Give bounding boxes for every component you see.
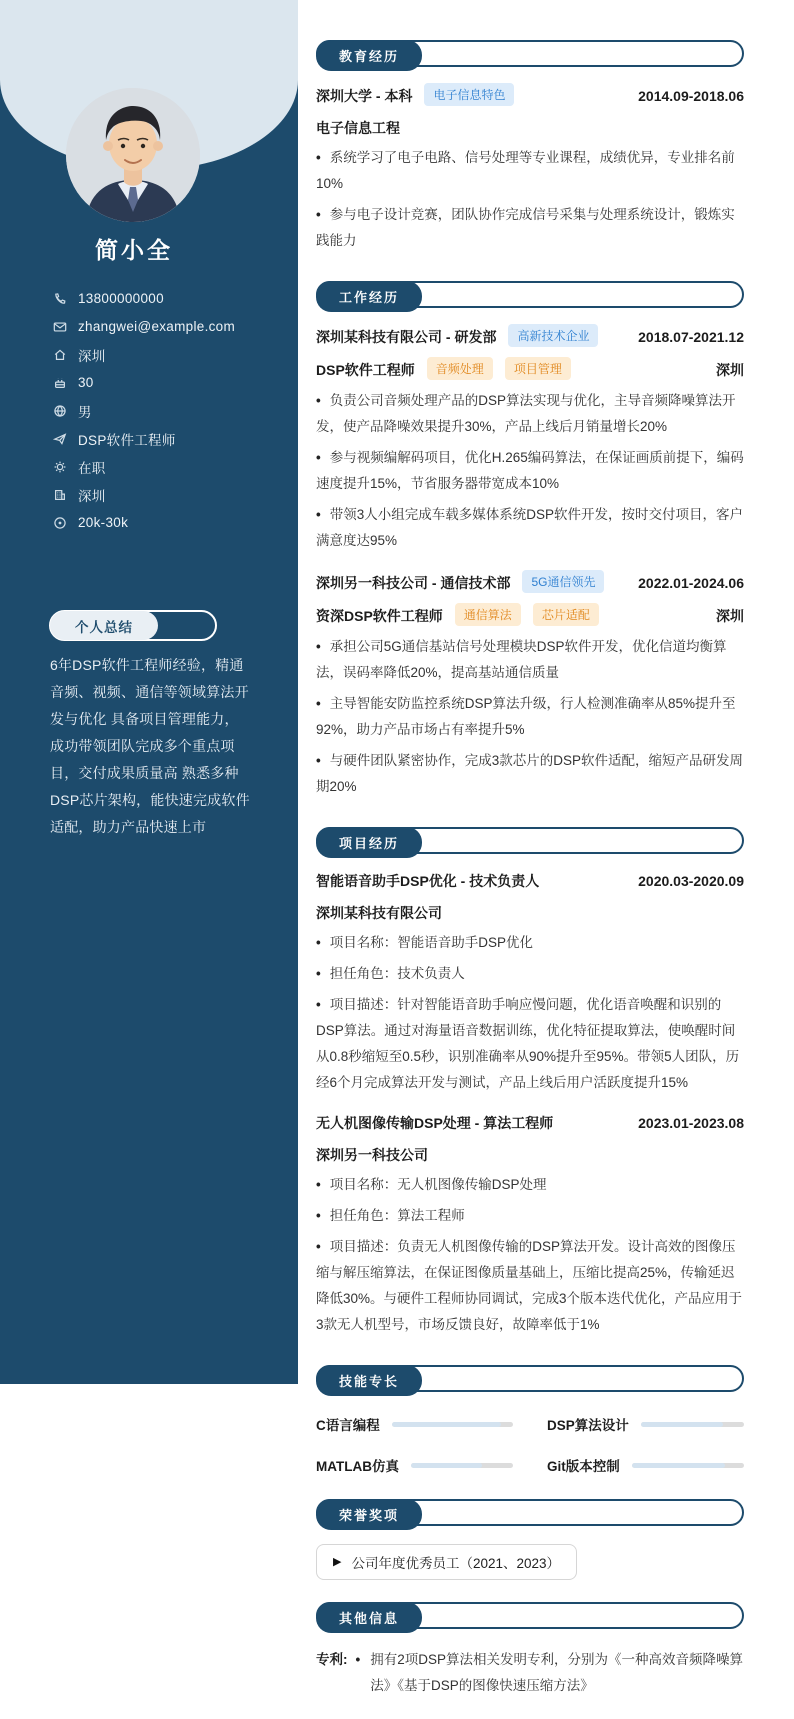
contact-location: 深圳 [78, 488, 106, 504]
work-entry [316, 325, 744, 554]
patent-text: 拥有2项DSP算法相关发明专利，分别为《一种高效音频降噪算法》《基于DSP的图像快速压缩方法》 [370, 1652, 743, 1693]
building-icon [52, 487, 67, 502]
role-name: DSP软件工程师 [316, 361, 415, 378]
education-entry [316, 84, 744, 254]
contact-status: 在职 [78, 460, 106, 476]
section-header-skills [316, 1365, 744, 1392]
summary-title: 个人总结 [50, 611, 158, 640]
project-bullet: • 担任角色：算法工程师 [316, 1208, 465, 1223]
gear-icon [52, 459, 67, 474]
skill-item [547, 1414, 744, 1434]
skill-label: C语言编程 [316, 1418, 380, 1433]
work-entry [316, 571, 744, 800]
contact-city: 深圳 [78, 348, 106, 364]
company-name: 深圳某科技有限公司 - 研发部 [316, 328, 497, 345]
avatar [66, 88, 200, 222]
section-title-other: 其他信息 [316, 1602, 422, 1633]
phone-icon [52, 291, 67, 306]
major-name: 电子信息工程 [316, 120, 400, 136]
work-bullet: • 带领3人小组完成车载多媒体系统DSP软件开发，按时交付项目，客户满意度达95% [316, 507, 743, 548]
section-header-honors [316, 1499, 744, 1526]
contact-gender: 男 [78, 404, 92, 420]
bullet-dot: • [355, 1652, 361, 1667]
contact-row-gender [52, 403, 274, 418]
contact-row-salary [52, 515, 274, 530]
skill-label: Git版本控制 [547, 1459, 620, 1474]
contact-row-location [52, 487, 274, 502]
patent-label: 专利: [316, 1652, 348, 1667]
cake-icon [52, 375, 67, 390]
contact-row-job [52, 431, 274, 446]
project-date: 2023.01-2023.08 [638, 1115, 744, 1131]
role-tag: 音频处理 [427, 357, 493, 380]
education-date: 2014.09-2018.06 [638, 87, 744, 104]
company-name: 深圳另一科技公司 - 通信技术部 [316, 574, 511, 591]
skills-grid [316, 1414, 744, 1475]
role-tag: 芯片适配 [533, 603, 599, 626]
contact-salary: 20k-30k [78, 515, 129, 530]
contact-age: 30 [78, 375, 94, 390]
work-location: 深圳 [716, 361, 744, 378]
project-entry [316, 871, 744, 1096]
mail-icon [52, 319, 67, 334]
section-header-work [316, 281, 744, 308]
work-bullet: • 主导智能安防监控系统DSP算法升级，行人检测准确率从85%提升至92%，助力产品市场占有率提升5% [316, 696, 736, 737]
skill-label: DSP算法设计 [547, 1418, 629, 1433]
work-bullet: • 负责公司音频处理产品的DSP算法实现与优化，主导音频降噪算法开发，使产品降噪效果提升30%，产品上线后月销量增长20% [316, 393, 736, 434]
skill-item [547, 1455, 744, 1475]
school-name: 深圳大学 - 本科 [316, 87, 413, 104]
work-bullet: • 承担公司5G通信基站信号处理模块DSP软件开发，优化信道均衡算法，误码率降低20%，提高基站通信质量 [316, 639, 727, 680]
project-bullet: • 项目描述：针对智能语音助手响应慢问题，优化语音唤醒和识别的DSP算法。通过对海量语音数据训练，优化特征提取算法，使唤醒时间从0.8秒缩短至0.5秒，识别准确率从90%提升至95%。带领5人团队，历经6个月完成算法开发与测试，产品上线后用户活跃度提升15% [316, 997, 740, 1090]
paper-plane-icon [52, 431, 67, 446]
project-company: 深圳另一科技公司 [316, 1147, 428, 1163]
project-title: 无人机图像传输DSP处理 - 算法工程师 [316, 1115, 554, 1131]
education-bullet: • 参与电子设计竞赛，团队协作完成信号采集与处理系统设计，锻炼实践能力 [316, 207, 735, 248]
honor-label: 公司年度优秀员工（2021、2023） [351, 1556, 561, 1571]
work-bullet: • 参与视频编解码项目，优化H.265编码算法，在保证画质前提下，编码速度提升15%，节省服务器带宽成本10% [316, 450, 744, 491]
work-bullet: • 与硬件团队紧密协作，完成3款芯片的DSP软件适配，缩短产品研发周期20% [316, 753, 743, 794]
sidebar [0, 0, 298, 1384]
target-icon [52, 515, 67, 530]
section-title-skills: 技能专长 [316, 1365, 422, 1396]
project-bullet: • 项目名称：智能语音助手DSP优化 [316, 935, 533, 950]
company-tag: 5G通信领先 [522, 570, 604, 593]
work-location: 深圳 [716, 607, 744, 624]
project-company: 深圳某科技有限公司 [316, 905, 442, 921]
honor-item[interactable] [316, 1544, 577, 1580]
company-tag: 高新技术企业 [508, 324, 598, 347]
skill-bar [641, 1422, 744, 1427]
contact-job: DSP软件工程师 [78, 432, 176, 448]
contact-email: zhangwei@example.com [78, 319, 236, 334]
section-header-other [316, 1602, 744, 1629]
project-title: 智能语音助手DSP优化 - 技术负责人 [316, 873, 540, 889]
contact-list [52, 291, 274, 543]
skill-bar [392, 1422, 513, 1427]
globe-icon [52, 403, 67, 418]
skill-bar [411, 1463, 513, 1468]
section-title-work: 工作经历 [316, 281, 422, 312]
role-tag: 项目管理 [505, 357, 571, 380]
section-title-honors: 荣誉奖项 [316, 1499, 422, 1530]
contact-row-email [52, 319, 274, 334]
role-tag: 通信算法 [455, 603, 521, 626]
skill-item [316, 1455, 513, 1475]
home-icon [52, 347, 67, 362]
school-tag: 电子信息特色 [424, 83, 514, 106]
contact-row-status [52, 459, 274, 474]
project-bullet: • 项目描述：负责无人机图像传输的DSP算法开发。设计高效的图像压缩与解压缩算法，在保证图像质量基础上，压缩比提高25%，传输延迟降低30%。与硬件工程师协同调试，完成3个版本迭代优化，产品应用于3款无人机型号，市场反馈良好，故障率低于1% [316, 1239, 743, 1332]
contact-row-phone [52, 291, 274, 306]
section-header-education [316, 40, 744, 67]
role-name: 资深DSP软件工程师 [316, 607, 443, 624]
section-header-projects [316, 827, 744, 854]
skill-label: MATLAB仿真 [316, 1459, 399, 1474]
contact-row-age [52, 375, 274, 390]
project-bullet: • 担任角色：技术负责人 [316, 966, 465, 981]
resume-main [298, 0, 794, 1719]
contact-row-home [52, 347, 274, 362]
summary-text: 6年DSP软件工程师经验，精通音频、视频、通信等领域算法开发与优化 具备项目管理能力，成功带领团队完成多个重点项目，交付成果质量高 熟悉多种DSP芯片架构，能快速完成软件适配，助力产品快速上市 [50, 657, 250, 835]
project-date: 2020.03-2020.09 [638, 873, 744, 889]
skill-bar [632, 1463, 744, 1468]
education-bullet: • 系统学习了电子电路、信号处理等专业课程，成绩优异，专业排名前10% [316, 150, 735, 191]
resume-name: 简小全 [95, 237, 173, 263]
summary-header-pill [49, 610, 217, 641]
skill-item [316, 1414, 513, 1434]
patent-row [316, 1647, 744, 1699]
section-title-projects: 项目经历 [316, 827, 422, 858]
contact-phone: 13800000000 [78, 291, 164, 306]
work-date: 2018.07-2021.12 [638, 328, 744, 345]
work-date: 2022.01-2024.06 [638, 574, 744, 591]
triangle-right-icon: ▶ [333, 1555, 342, 1568]
project-entry [316, 1113, 744, 1338]
project-bullet: • 项目名称：无人机图像传输DSP处理 [316, 1177, 547, 1192]
section-title-education: 教育经历 [316, 40, 422, 71]
